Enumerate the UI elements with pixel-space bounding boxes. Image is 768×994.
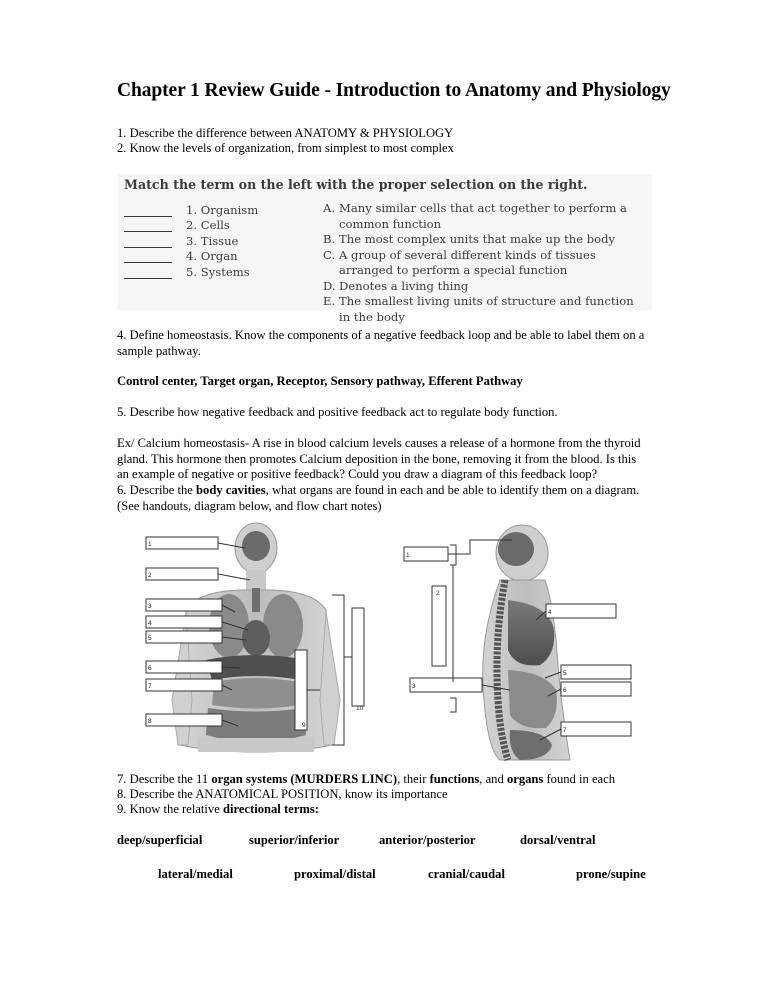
front-label-box-8[interactable] [146, 714, 222, 726]
term-anterior-posterior: anterior/posterior [379, 833, 476, 847]
side-view-figure [483, 525, 570, 760]
question-6: 6. Describe the body cavities, what organs are found in each and be able to identify them on a diagram. (See handouts, diagram below, and flow chart notes) [117, 483, 640, 513]
front-num-3: 3 [148, 603, 152, 610]
term-prone-supine: prone/supine [576, 867, 646, 881]
question-1: 1. Describe the difference between ANATOMY & PHYSIOLOGY [117, 126, 454, 140]
term-deep-superficial: deep/superficial [117, 833, 203, 847]
front-label-box-3[interactable] [146, 599, 222, 611]
front-num-5: 5 [148, 635, 152, 642]
matching-option: B. The most complex units that make up the body [323, 232, 616, 246]
side-label-box-2[interactable] [432, 586, 446, 666]
calcium-example: Ex/ Calcium homeostasis- A rise in blood calcium levels causes a release of a hormone from the thyroid gland. This hormone then promotes Calcium deposition in the bone, removing it from the blood. Is this an example of negative or positive feedback? Could you draw a diagram of this feedback loop? [117, 436, 641, 481]
front-trachea [252, 588, 260, 612]
page-title: Chapter 1 Review Guide - Introduction to Anatomy and Physiology [117, 80, 671, 101]
front-num-9: 9 [302, 722, 306, 729]
matching-term-row: 5. Systems [124, 263, 258, 279]
question-2: 2. Know the levels of organization, from simplest to most complex [117, 141, 454, 155]
side-label-box-6[interactable] [561, 682, 631, 696]
matching-option: E. The smallest living units of structure and function in the body [323, 294, 634, 324]
term-proximal-distal: proximal/distal [294, 867, 376, 881]
term-dorsal-ventral: dorsal/ventral [520, 833, 596, 847]
question-8: 8. Describe the ANATOMICAL POSITION, know its importance [117, 787, 448, 801]
front-label-box-10[interactable] [352, 608, 364, 706]
term-cranial-caudal: cranial/caudal [428, 867, 505, 881]
front-abdominal-organs [212, 678, 300, 709]
question-9: 9. Know the relative directional terms: [117, 802, 319, 816]
question-5: 5. Describe how negative feedback and positive feedback act to regulate body function. [117, 405, 558, 419]
front-right-lung [263, 594, 303, 658]
matching-term-row: 2. Cells [124, 217, 258, 233]
side-label-box-4[interactable] [546, 604, 616, 618]
matching-option: C. A group of several different kinds of tissues arranged to perform a special function [323, 247, 596, 277]
front-brain [242, 531, 270, 561]
matching-title: Match the term on the left with the proper selection on the right. [124, 177, 588, 192]
side-num-2: 2 [436, 590, 440, 597]
side-brain [498, 532, 534, 566]
side-label-box-3[interactable] [410, 678, 482, 692]
matching-term-row: 1. Organism [124, 201, 258, 217]
front-label-box-5[interactable] [146, 631, 222, 643]
side-label-box-7[interactable] [561, 722, 631, 736]
front-label-box-1[interactable] [146, 537, 218, 549]
front-num-7: 7 [148, 683, 152, 690]
question-4: 4. Define homeostasis. Know the components of a negative feedback loop and be able to label them on a sample pathway. [117, 328, 645, 358]
front-hips [198, 738, 314, 752]
matching-term-row: 3. Tissue [124, 232, 258, 248]
front-num-8: 8 [148, 718, 152, 725]
question-7: 7. Describe the 11 organ systems (MURDERS LINC), their functions, and organs found in each [117, 772, 616, 786]
feedback-loop-terms: Control center, Target organ, Receptor, Sensory pathway, Efferent Pathway [117, 374, 523, 388]
front-num-2: 2 [148, 572, 152, 579]
side-num-6: 6 [563, 687, 567, 694]
front-heart [242, 620, 270, 656]
term-superior-inferior: superior/inferior [249, 833, 340, 847]
side-num-4: 4 [548, 609, 552, 616]
side-num-7: 7 [563, 727, 567, 734]
front-num-4: 4 [148, 620, 152, 627]
front-num-10: 10 [356, 705, 364, 712]
side-num-1: 1 [406, 552, 410, 559]
matching-option: A. Many similar cells that act together to perform a common function [323, 201, 627, 231]
side-num-3: 3 [412, 683, 416, 690]
front-num-1: 1 [148, 541, 152, 548]
front-num-6: 6 [148, 665, 152, 672]
matching-option: D. Denotes a living thing [323, 278, 469, 293]
side-label-box-1[interactable] [404, 547, 448, 561]
side-num-5: 5 [563, 670, 567, 677]
front-label-box-7[interactable] [146, 679, 222, 691]
front-label-box-4[interactable] [146, 616, 222, 628]
side-label-box-5[interactable] [561, 665, 631, 679]
front-label-box-2[interactable] [146, 568, 218, 580]
term-lateral-medial: lateral/medial [158, 867, 233, 881]
body-cavities-term: body cavities [196, 483, 266, 497]
matching-term-row: 4. Organ [124, 248, 258, 264]
front-label-box-9[interactable] [295, 650, 307, 730]
front-label-box-6[interactable] [146, 661, 222, 673]
